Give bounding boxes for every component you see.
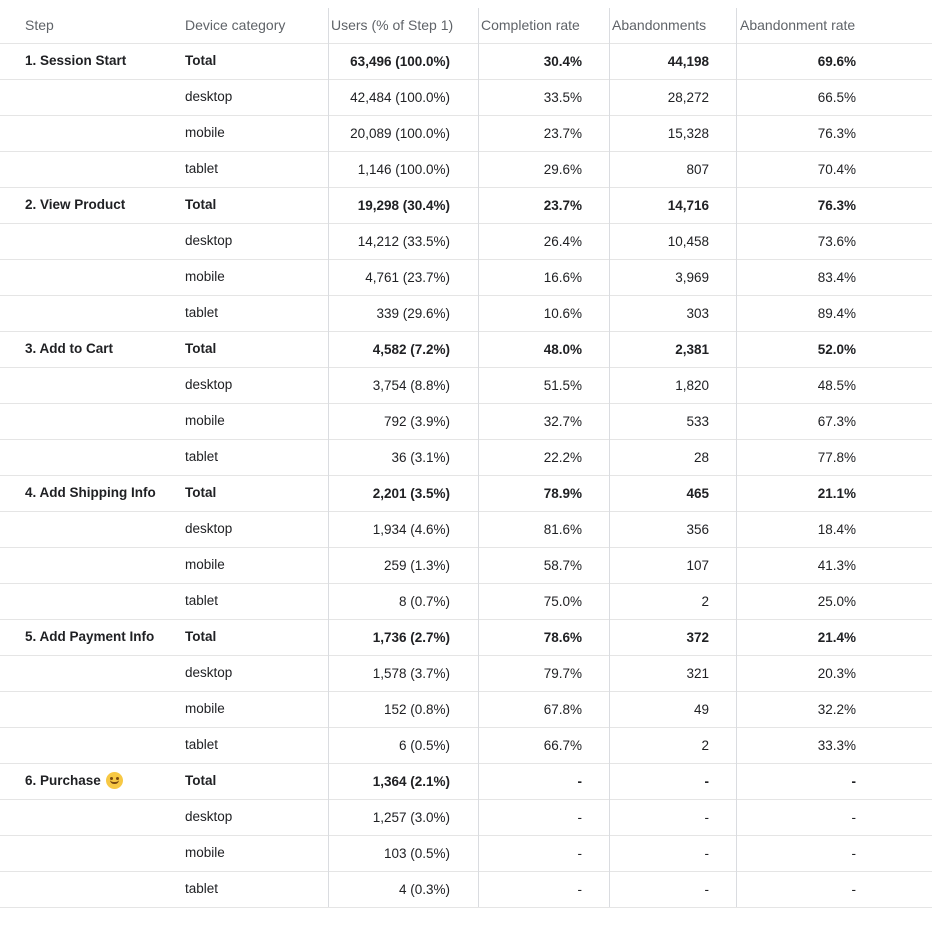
table-row [0,656,932,692]
step-name-cell-empty [11,404,170,439]
abandonment-rate-cell: 18.4% [817,522,856,537]
step-name-cell [11,476,170,511]
device-category-cell: tablet [185,737,219,752]
header-users[interactable]: Users (% of Step 1) [331,17,454,33]
completion-rate-cell: - [577,882,582,897]
device-category-cell: tablet [185,305,219,320]
device-category-cell: desktop [185,233,233,248]
header-step[interactable]: Step [25,17,54,33]
users-cell: 14,212 (33.5%) [357,234,450,249]
step-name-cell-empty [11,224,170,259]
step-name-cell-empty [11,296,170,331]
completion-rate-cell: 48.0% [543,342,582,357]
table-row [0,800,932,836]
step-name-cell-empty [11,440,170,475]
step-name-cell-empty [11,512,170,547]
step-name-cell-empty [11,368,170,403]
abandonment-rate-cell: - [851,882,856,897]
step-name-cell-empty [11,836,170,871]
step-name-cell-empty [11,872,170,907]
abandonments-cell: - [704,774,709,789]
step-total-row [0,476,932,512]
completion-rate-cell: 23.7% [543,126,582,141]
abandonments-cell: 44,198 [667,54,709,69]
completion-rate-cell: 75.0% [543,594,582,609]
users-cell: 36 (3.1%) [391,450,450,465]
users-cell: 8 (0.7%) [398,594,450,609]
abandonments-cell: 14,716 [667,198,709,213]
table-row [0,728,932,764]
abandonments-cell: 807 [686,162,709,177]
completion-rate-cell: 78.6% [543,630,582,645]
step-name-cell-empty [11,692,170,727]
completion-rate-cell: 32.7% [543,414,582,429]
device-category-cell: tablet [185,161,219,176]
header-device-category[interactable]: Device category [185,17,286,33]
users-cell: 1,578 (3.7%) [372,666,450,681]
completion-rate-cell: 67.8% [543,702,582,717]
users-cell: 1,364 (2.1%) [372,774,450,789]
step-name-cell-empty [11,260,170,295]
step-label: 2. View Product [25,197,126,212]
device-category-cell: desktop [185,521,233,536]
completion-rate-cell: - [577,774,582,789]
step-name-cell-empty [11,116,170,151]
header-abandonment-rate[interactable]: Abandonment rate [740,17,856,33]
device-category-cell: tablet [185,449,219,464]
abandonments-cell: 465 [686,486,709,501]
step-name-cell [11,44,170,79]
abandonments-cell: 10,458 [667,234,709,249]
device-category-cell: Total [185,773,217,788]
abandonment-rate-cell: 89.4% [817,306,856,321]
device-category-cell: Total [185,341,217,356]
abandonments-cell: 15,328 [667,126,709,141]
abandonment-rate-cell: 83.4% [817,270,856,285]
completion-rate-cell: 51.5% [543,378,582,393]
device-category-cell: desktop [185,89,233,104]
abandonments-cell: 49 [693,702,709,717]
abandonment-rate-cell: 48.5% [817,378,856,393]
abandonment-rate-cell: 32.2% [817,702,856,717]
users-cell: 20,089 (100.0%) [350,126,450,141]
smiling-face-icon [106,772,123,789]
device-category-cell: mobile [185,701,225,716]
step-total-row [0,188,932,224]
step-name-cell [11,620,170,655]
abandonments-cell: - [704,810,709,825]
abandonments-cell: - [704,882,709,897]
abandonments-cell: 28,272 [667,90,709,105]
completion-rate-cell: 81.6% [543,522,582,537]
completion-rate-cell: 30.4% [543,54,582,69]
completion-rate-cell: - [577,846,582,861]
users-cell: 152 (0.8%) [383,702,450,717]
step-name-cell-empty [11,656,170,691]
step-total-row [0,44,932,80]
device-category-cell: mobile [185,557,225,572]
users-cell: 1,736 (2.7%) [372,630,450,645]
abandonment-rate-cell: 21.4% [817,630,856,645]
users-cell: 3,754 (8.8%) [372,378,450,393]
device-category-cell: desktop [185,377,233,392]
step-label: 4. Add Shipping Info [25,485,156,500]
table-row [0,548,932,584]
step-total-row [0,620,932,656]
abandonments-cell: 321 [686,666,709,681]
table-row [0,116,932,152]
users-cell: 2,201 (3.5%) [372,486,450,501]
completion-rate-cell: 66.7% [543,738,582,753]
users-cell: 19,298 (30.4%) [357,198,450,213]
device-category-cell: desktop [185,809,233,824]
abandonment-rate-cell: 76.3% [817,126,856,141]
table-row [0,152,932,188]
device-category-cell: tablet [185,881,219,896]
abandonments-cell: 533 [686,414,709,429]
column-divider [478,8,479,907]
abandonments-cell: 372 [686,630,709,645]
device-category-cell: Total [185,197,217,212]
device-category-cell: desktop [185,665,233,680]
abandonments-cell: 2 [701,738,709,753]
device-category-cell: Total [185,629,217,644]
step-name-cell-empty [11,800,170,835]
abandonment-rate-cell: 25.0% [817,594,856,609]
step-name-cell-empty [11,548,170,583]
abandonment-rate-cell: 33.3% [817,738,856,753]
abandonments-cell: 356 [686,522,709,537]
abandonment-rate-cell: 73.6% [817,234,856,249]
completion-rate-cell: - [577,810,582,825]
step-name-cell-empty [11,584,170,619]
completion-rate-cell: 33.5% [543,90,582,105]
users-cell: 103 (0.5%) [383,846,450,861]
completion-rate-cell: 26.4% [543,234,582,249]
device-category-cell: Total [185,53,217,68]
users-cell: 259 (1.3%) [383,558,450,573]
table-row [0,260,932,296]
table-row [0,296,932,332]
step-label: 1. Session Start [25,53,127,68]
step-name-cell [11,764,170,799]
step-name-cell [11,188,170,223]
table-body [0,44,932,908]
abandonment-rate-cell: 20.3% [817,666,856,681]
device-category-cell: mobile [185,269,225,284]
column-divider [736,8,737,907]
abandonment-rate-cell: - [851,774,856,789]
table-row [0,836,932,872]
device-category-cell: Total [185,485,217,500]
completion-rate-cell: 29.6% [543,162,582,177]
abandonment-rate-cell: 67.3% [817,414,856,429]
table-row [0,224,932,260]
completion-rate-cell: 16.6% [543,270,582,285]
column-divider [328,8,329,907]
abandonments-cell: 303 [686,306,709,321]
users-cell: 1,257 (3.0%) [372,810,450,825]
abandonments-cell: 3,969 [675,270,709,285]
completion-rate-cell: 79.7% [543,666,582,681]
users-cell: 6 (0.5%) [398,738,450,753]
completion-rate-cell: 58.7% [543,558,582,573]
step-label: 5. Add Payment Info [25,629,155,644]
step-label: 3. Add to Cart [25,341,114,356]
device-category-cell: tablet [185,593,219,608]
table-header [0,0,932,44]
abandonments-cell: - [704,846,709,861]
users-cell: 792 (3.9%) [383,414,450,429]
users-cell: 42,484 (100.0%) [350,90,450,105]
table-row [0,404,932,440]
abandonment-rate-cell: 21.1% [817,486,856,501]
header-completion-rate[interactable]: Completion rate [481,17,580,33]
abandonments-cell: 2,381 [675,342,709,357]
users-cell: 1,146 (100.0%) [357,162,450,177]
abandonment-rate-cell: - [851,810,856,825]
abandonments-cell: 28 [693,450,709,465]
completion-rate-cell: 78.9% [543,486,582,501]
table-row [0,584,932,620]
table-row [0,80,932,116]
step-name-cell-empty [11,728,170,763]
step-name-cell-empty [11,152,170,187]
abandonments-cell: 107 [686,558,709,573]
table-row [0,368,932,404]
step-total-row [0,764,932,800]
device-category-cell: mobile [185,845,225,860]
users-cell: 339 (29.6%) [376,306,450,321]
step-name-cell [11,332,170,367]
header-abandonments[interactable]: Abandonments [612,17,707,33]
abandonment-rate-cell: 41.3% [817,558,856,573]
abandonment-rate-cell: 52.0% [817,342,856,357]
completion-rate-cell: 23.7% [543,198,582,213]
table-row [0,692,932,728]
step-label: 6. Purchase [25,773,101,788]
users-cell: 63,496 (100.0%) [350,54,450,69]
users-cell: 1,934 (4.6%) [372,522,450,537]
users-cell: 4,582 (7.2%) [372,342,450,357]
column-divider [609,8,610,907]
completion-rate-cell: 10.6% [543,306,582,321]
step-name-cell-empty [11,80,170,115]
device-category-cell: mobile [185,125,225,140]
abandonment-rate-cell: 70.4% [817,162,856,177]
abandonment-rate-cell: 77.8% [817,450,856,465]
abandonments-cell: 2 [701,594,709,609]
users-cell: 4,761 (23.7%) [365,270,450,285]
abandonment-rate-cell: 66.5% [817,90,856,105]
abandonment-rate-cell: - [851,846,856,861]
table-row [0,512,932,548]
abandonment-rate-cell: 69.6% [817,54,856,69]
abandonments-cell: 1,820 [675,378,709,393]
device-category-cell: mobile [185,413,225,428]
table-row [0,872,932,908]
users-cell: 4 (0.3%) [398,882,450,897]
table-row [0,440,932,476]
completion-rate-cell: 22.2% [543,450,582,465]
abandonment-rate-cell: 76.3% [817,198,856,213]
step-total-row [0,332,932,368]
